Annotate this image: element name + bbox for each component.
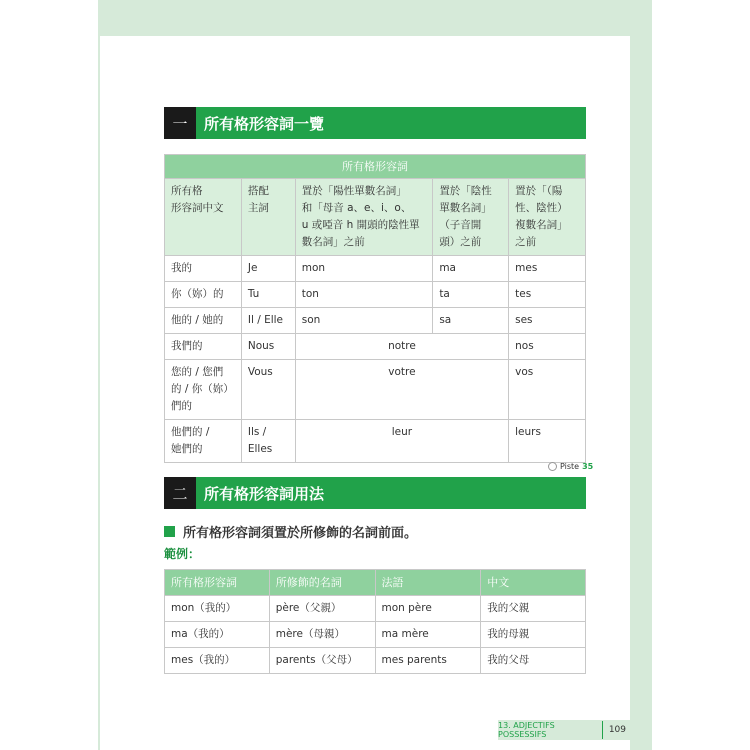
square-bullet-icon [164, 526, 175, 537]
table-cell: ses [509, 308, 586, 334]
table-cell: 我的母親 [481, 622, 586, 648]
table-1-header-cell: 置於「陽性單數名詞」 和「母音 a、e、i、o、 u 或啞音 h 開頭的陰性單 數名詞」之前 [295, 179, 433, 256]
table-1-header-cell: 置於「陰性 單數名詞」 （子音開 頭）之前 [433, 179, 509, 256]
rule-text: 所有格形容詞須置於所修飾的名詞前面。 [183, 526, 418, 541]
table-cell: vos [509, 360, 586, 420]
table-cell: mes parents [375, 648, 481, 674]
table-cell: mes（我的） [165, 648, 270, 674]
page-number: 109 [608, 725, 626, 735]
table-cell: leur [295, 420, 508, 463]
table-row [165, 360, 586, 420]
table-1-header-cell: 搭配 主詞 [241, 179, 295, 256]
table-cell: mon père [375, 596, 481, 622]
table-cell: sa [433, 308, 509, 334]
table-cell: 他們的 / 她們的 [165, 420, 242, 463]
table-cell: 他的 / 她的 [165, 308, 242, 334]
table-cell: ma mère [375, 622, 481, 648]
table-row [165, 308, 586, 334]
table-2-header-cell: 所有格形容詞 [165, 570, 270, 596]
table-cell: 您的 / 您們 的 / 你（妳） 們的 [165, 360, 242, 420]
table-row [165, 648, 586, 674]
table-row [165, 282, 586, 308]
table-cell: leurs [509, 420, 586, 463]
table-cell: mère（母親） [269, 622, 375, 648]
examples-table [164, 569, 586, 674]
table-cell: Nous [241, 334, 295, 360]
table-cell: Tu [241, 282, 295, 308]
table-cell: 我的父母 [481, 648, 586, 674]
possessive-adjectives-table [164, 154, 586, 463]
table-row [165, 596, 586, 622]
table-2-header-cell: 中文 [481, 570, 586, 596]
section-1-header [164, 107, 586, 139]
table-cell: ton [295, 282, 433, 308]
example-label: 範例： [164, 547, 201, 561]
table-row [165, 256, 586, 282]
table-cell: 你（妳）的 [165, 282, 242, 308]
section-1-number: 一 [164, 107, 196, 139]
table-cell: 我的父親 [481, 596, 586, 622]
rule-statement [164, 522, 417, 541]
piste-number: 35 [582, 462, 594, 471]
audio-track-label [548, 462, 593, 471]
table-cell: Ils / Elles [241, 420, 295, 463]
table-cell: parents（父母） [269, 648, 375, 674]
table-cell: son [295, 308, 433, 334]
table-1-title: 所有格形容詞 [165, 155, 586, 179]
table-cell: notre [295, 334, 508, 360]
table-cell: mon [295, 256, 433, 282]
table-cell: Il / Elle [241, 308, 295, 334]
section-2-header [164, 477, 586, 509]
table-cell: Je [241, 256, 295, 282]
table-cell: ma（我的） [165, 622, 270, 648]
table-cell: votre [295, 360, 508, 420]
table-cell: ta [433, 282, 509, 308]
page-footer [498, 720, 630, 740]
table-1-header-row [165, 179, 586, 256]
table-cell: père（父親） [269, 596, 375, 622]
table-cell: mes [509, 256, 586, 282]
table-cell: Vous [241, 360, 295, 420]
table-1-header-cell: 所有格 形容詞中文 [165, 179, 242, 256]
table-cell: ma [433, 256, 509, 282]
table-cell: tes [509, 282, 586, 308]
table-cell: nos [509, 334, 586, 360]
audio-disc-icon [548, 462, 557, 471]
piste-label: Piste [560, 462, 580, 471]
table-cell: 我的 [165, 256, 242, 282]
table-1-header-cell: 置於「（陽 性、陰性） 複數名詞」 之前 [509, 179, 586, 256]
section-1-title: 所有格形容詞一覽 [204, 114, 325, 133]
section-2-title: 所有格形容詞用法 [204, 484, 325, 503]
table-2-header-cell: 所修飾的名詞 [269, 570, 375, 596]
table-row [165, 622, 586, 648]
table-cell: mon（我的） [165, 596, 270, 622]
table-row [165, 420, 586, 463]
table-row [165, 334, 586, 360]
table-2-header-row [165, 570, 586, 596]
table-cell: 我們的 [165, 334, 242, 360]
table-2-header-cell: 法語 [375, 570, 481, 596]
section-2-number: 二 [164, 477, 196, 509]
footer-chapter-title: 13. ADJECTIFS POSSESSIFS [498, 721, 603, 739]
